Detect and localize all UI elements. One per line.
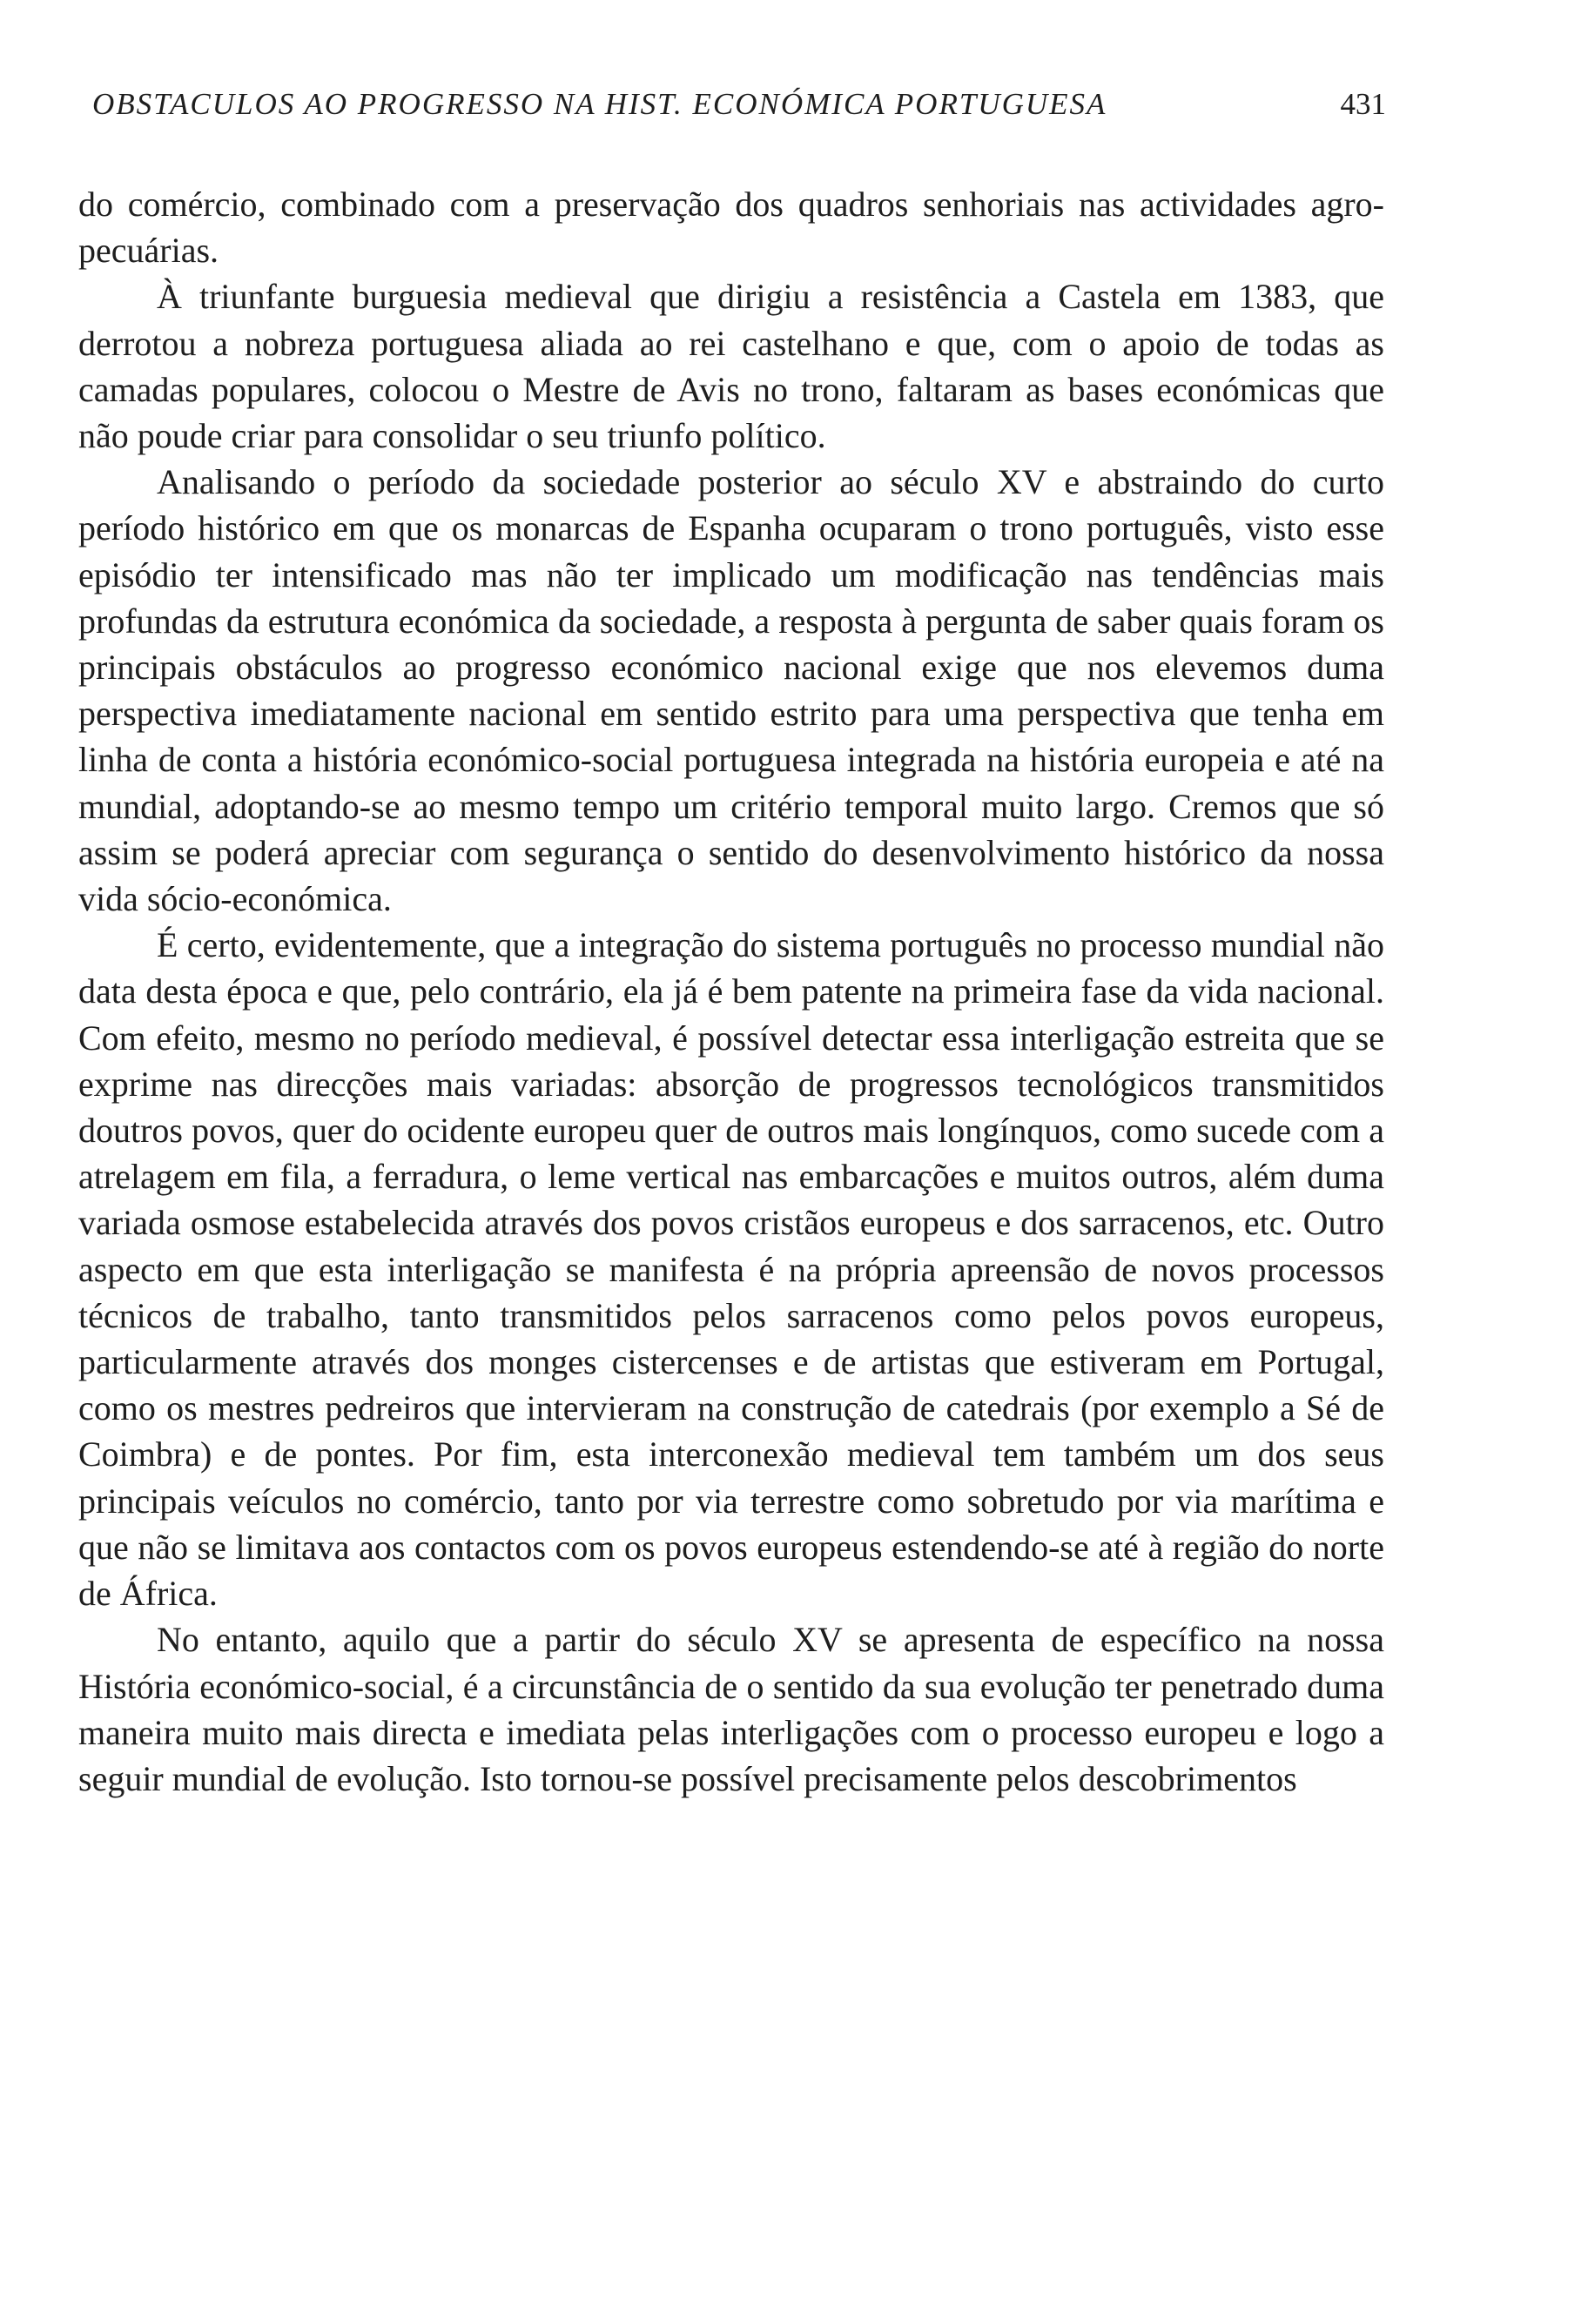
- book-page: [78, 78, 1384, 2272]
- paragraph-continued: do comércio, combinado com a preservação dos quadros senhoriais nas actividades agro-pecuárias.: [78, 185, 1384, 271]
- running-title: OBSTACULOS AO PROGRESSO NA HIST. ECONÓMICA PORTUGUESA: [92, 87, 1107, 121]
- page-number: 431: [1340, 87, 1386, 121]
- paragraph: À triunfante burguesia medieval que dirigiu a resistência a Castela em 1383, que derrotou a nobreza portuguesa aliada ao rei castelhano e que, com o apoio de todas as camadas populares, colocou o Mestre de Avis no trono, faltaram as bases económicas que não poude criar para consolidar o seu triunfo político.: [78, 277, 1384, 456]
- paragraph: No entanto, aquilo que a partir do século XV se apresenta de específico na nossa História económico-social, é a circunstância de o sentido da sua evolução ter penetrado duma maneira muito mais directa e imediata pelas interligações com o processo europeu e logo a seguir mundial de evolução. Isto tornou-se possível precisamente pelos descobrimentos: [78, 1620, 1384, 1798]
- paragraph: É certo, evidentemente, que a integração do sistema português no processo mundial não data desta época e que, pelo contrário, ela já é bem patente na primeira fase da vida nacional. Com efeito, mesmo no período medieval, é possível detectar essa interligação estreita que se exprime nas direcções mais variadas: absorção de progressos tecnológicos transmitidos doutros povos, quer do ocidente europeu quer de outros mais longínquos, como sucede com a atrelagem em fila, a ferradura, o leme vertical nas embarcações e muitos outros, além duma variada osmose estabelecida através dos povos cristãos europeus e dos sarracenos, etc. Outro aspecto em que esta interligação se manifesta é na própria apreensão de novos processos técnicos de trabalho, tanto transmitidos pelos sarracenos como pelos povos europeus, particularmente através dos monges cistercenses e de artistas que estiveram em Portugal, como os mestres pedreiros que intervieram na construção de catedrais (por exemplo a Sé de Coimbra) e de pontes. Por fim, esta interconexão medieval tem também um dos seus principais veículos no comércio, tanto por via terrestre como sobretudo por via marítima e que não se limitava aos contactos com os povos europeus estendendo-se até à região do norte de África.: [78, 925, 1384, 1614]
- running-head: [78, 78, 1384, 131]
- body-text: [78, 181, 1384, 1802]
- paragraph: Analisando o período da sociedade posterior ao século XV e abstraindo do curto período histórico em que os monarcas de Espanha ocuparam o trono português, visto esse episódio ter intensificado mas não ter implicado um modificação nas tendências mais profundas da estrutura económica da sociedade, a resposta à pergunta de saber quais foram os principais obstáculos ao progresso económico nacional exige que nos elevemos duma perspectiva imediatamente nacional em sentido estrito para uma perspectiva que tenha em linha de conta a história económico-social portuguesa integrada na história europeia e até na mundial, adoptando-se ao mesmo tempo um critério temporal muito largo. Cremos que só assim se poderá apreciar com segurança o sentido do desenvolvimento histórico da nossa vida sócio-económica.: [78, 462, 1384, 919]
